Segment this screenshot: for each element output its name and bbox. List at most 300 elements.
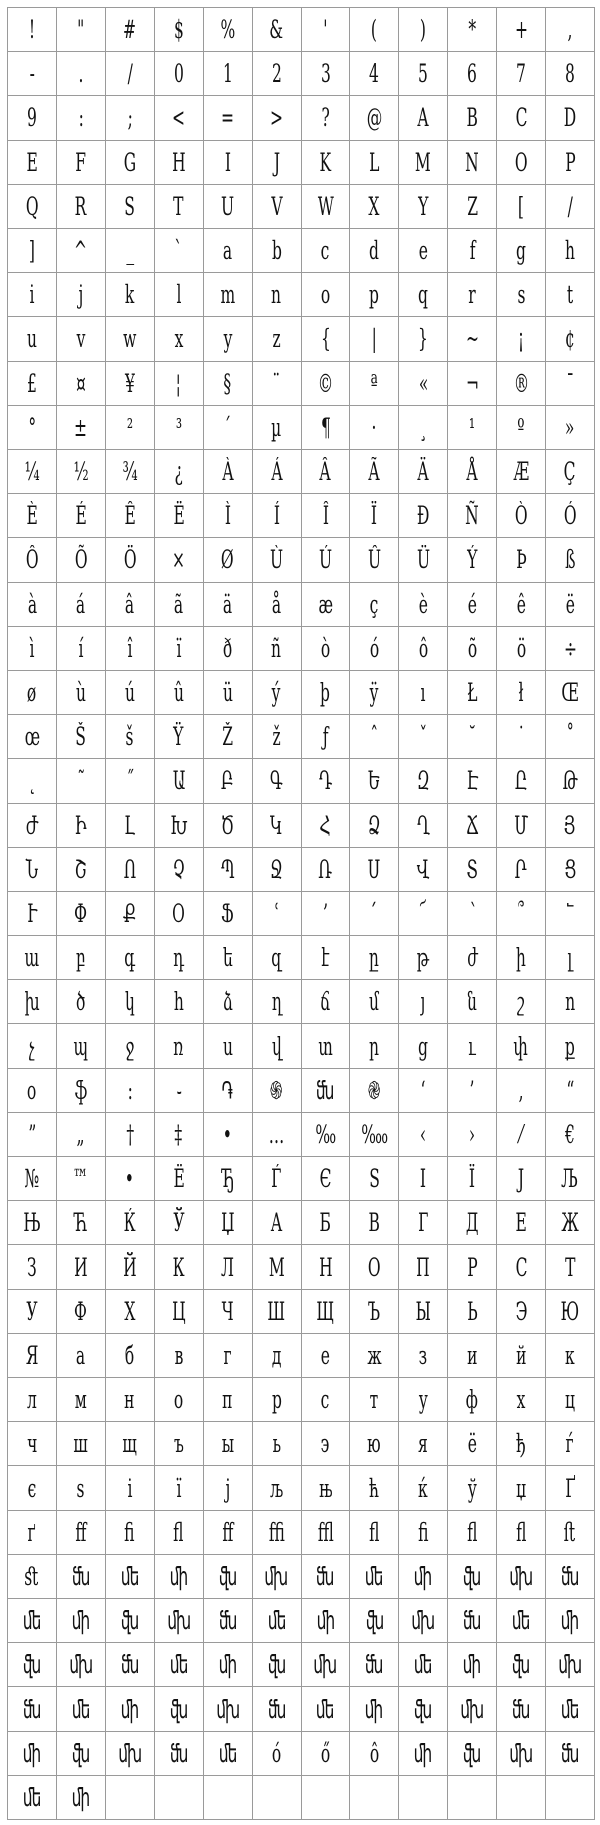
glyph-cell bbox=[350, 1422, 399, 1466]
glyph: ﬕ bbox=[71, 1606, 91, 1636]
glyph-cell bbox=[497, 1732, 546, 1776]
glyph: Ј bbox=[517, 1164, 525, 1194]
glyph-cell bbox=[350, 583, 399, 627]
glyph: ﬕ bbox=[22, 1738, 42, 1768]
glyph-cell bbox=[8, 538, 57, 582]
glyph: Ш bbox=[267, 1296, 286, 1326]
glyph: І bbox=[420, 1164, 427, 1194]
glyph: ¦ bbox=[176, 368, 182, 398]
glyph: ﬗ bbox=[166, 1606, 191, 1636]
glyph: Ÿ bbox=[173, 722, 184, 752]
glyph: j bbox=[78, 280, 84, 310]
glyph: Á bbox=[270, 457, 283, 487]
glyph: ó bbox=[271, 1738, 282, 1768]
glyph-cell bbox=[448, 450, 497, 494]
glyph: ﬖ bbox=[71, 1738, 91, 1768]
glyph-cell bbox=[399, 1157, 448, 1201]
glyph-cell bbox=[448, 583, 497, 627]
glyph: ﬅ bbox=[564, 1517, 577, 1547]
glyph-cell bbox=[106, 671, 155, 715]
glyph-cell bbox=[302, 1776, 351, 1820]
glyph: ù bbox=[75, 678, 86, 708]
glyph: р bbox=[271, 1385, 282, 1415]
glyph-cell bbox=[8, 1378, 57, 1422]
glyph-cell bbox=[253, 715, 302, 759]
glyph: ﬂ bbox=[515, 1517, 527, 1547]
glyph: ֏ bbox=[221, 1075, 234, 1105]
glyph-cell bbox=[155, 317, 204, 361]
glyph: О bbox=[368, 1252, 381, 1282]
glyph: վ bbox=[271, 1031, 282, 1061]
glyph-cell bbox=[8, 1113, 57, 1157]
glyph-cell bbox=[497, 1334, 546, 1378]
glyph: ﬖ bbox=[511, 1650, 531, 1680]
glyph-cell bbox=[302, 848, 351, 892]
glyph-cell bbox=[204, 1466, 253, 1510]
glyph: Հ bbox=[319, 810, 332, 840]
glyph-cell bbox=[204, 494, 253, 538]
glyph-cell bbox=[448, 52, 497, 96]
glyph: ` bbox=[174, 236, 183, 266]
glyph-cell bbox=[8, 1290, 57, 1334]
glyph-cell bbox=[106, 892, 155, 936]
glyph: º bbox=[517, 412, 525, 442]
glyph: Й bbox=[123, 1252, 137, 1282]
glyph: շ bbox=[517, 987, 525, 1017]
glyph-cell bbox=[155, 450, 204, 494]
glyph-cell bbox=[399, 1599, 448, 1643]
glyph: Ю bbox=[560, 1296, 580, 1326]
glyph: Մ bbox=[514, 810, 529, 840]
glyph: ž bbox=[272, 722, 281, 752]
glyph-cell bbox=[350, 1378, 399, 1422]
glyph: Ր bbox=[515, 854, 528, 884]
glyph: q bbox=[418, 280, 429, 310]
glyph-cell bbox=[302, 1687, 351, 1731]
glyph-cell bbox=[448, 1555, 497, 1599]
glyph-cell bbox=[302, 1290, 351, 1334]
glyph: } bbox=[418, 324, 429, 354]
glyph-cell bbox=[57, 1245, 106, 1289]
glyph-cell bbox=[399, 1643, 448, 1687]
glyph-cell bbox=[448, 494, 497, 538]
glyph: я bbox=[418, 1429, 429, 1459]
glyph-cell bbox=[155, 848, 204, 892]
glyph-cell bbox=[448, 1378, 497, 1422]
glyph: i bbox=[29, 280, 35, 310]
glyph: ժ bbox=[467, 943, 478, 973]
glyph-cell bbox=[155, 1643, 204, 1687]
glyph-cell bbox=[497, 96, 546, 140]
glyph-cell bbox=[399, 494, 448, 538]
glyph-cell bbox=[350, 671, 399, 715]
glyph: Բ bbox=[221, 766, 234, 796]
glyph: î bbox=[127, 633, 133, 663]
glyph-cell bbox=[448, 8, 497, 52]
glyph: ˙ bbox=[517, 722, 525, 752]
glyph: ä bbox=[222, 589, 233, 619]
glyph-cell bbox=[204, 1643, 253, 1687]
glyph-cell bbox=[350, 804, 399, 848]
glyph: ﬓ bbox=[22, 1694, 42, 1724]
glyph: о bbox=[174, 1385, 184, 1415]
glyph-cell bbox=[204, 141, 253, 185]
glyph-cell bbox=[448, 804, 497, 848]
glyph-cell bbox=[155, 671, 204, 715]
glyph: ô bbox=[369, 1738, 380, 1768]
glyph: é bbox=[467, 589, 477, 619]
glyph-cell bbox=[497, 1378, 546, 1422]
glyph: Ó bbox=[563, 501, 577, 531]
glyph: դ bbox=[173, 943, 185, 973]
glyph: ﬓ bbox=[511, 1694, 531, 1724]
glyph: ﬖ bbox=[463, 1738, 482, 1768]
glyph: G bbox=[123, 147, 136, 177]
glyph-cell bbox=[57, 1069, 106, 1113]
glyph: ? bbox=[321, 103, 330, 133]
glyph: д bbox=[271, 1340, 282, 1370]
glyph-cell bbox=[546, 406, 595, 450]
glyph: ó bbox=[369, 633, 380, 663]
glyph-cell bbox=[8, 936, 57, 980]
glyph: ։ bbox=[127, 1075, 133, 1105]
glyph: Ւ bbox=[27, 898, 37, 928]
glyph-cell bbox=[253, 848, 302, 892]
glyph: & bbox=[269, 15, 284, 45]
glyph: ֎ bbox=[368, 1075, 381, 1105]
glyph: Л bbox=[221, 1252, 235, 1282]
glyph: ў bbox=[467, 1473, 477, 1503]
glyph: á bbox=[76, 589, 86, 619]
glyph-cell bbox=[204, 1201, 253, 1245]
glyph: Ե bbox=[368, 766, 381, 796]
glyph: ﬔ bbox=[218, 1738, 237, 1768]
glyph: ˛ bbox=[28, 766, 36, 796]
glyph: з bbox=[419, 1340, 428, 1370]
glyph-cell bbox=[448, 185, 497, 229]
glyph-cell bbox=[302, 1245, 351, 1289]
glyph-cell bbox=[106, 627, 155, 671]
glyph-cell bbox=[155, 362, 204, 406]
glyph: / bbox=[127, 59, 133, 89]
glyph-cell bbox=[57, 980, 106, 1024]
glyph: պ bbox=[73, 1031, 89, 1061]
glyph: ú bbox=[124, 678, 135, 708]
glyph-cell bbox=[399, 1290, 448, 1334]
glyph: F bbox=[75, 147, 87, 177]
glyph-cell bbox=[302, 406, 351, 450]
glyph-cell bbox=[350, 450, 399, 494]
glyph: “ bbox=[566, 1075, 574, 1105]
glyph: D bbox=[563, 103, 577, 133]
glyph: + bbox=[514, 15, 528, 45]
glyph: Ü bbox=[416, 545, 430, 575]
glyph: ¢ bbox=[565, 324, 575, 354]
glyph: ќ bbox=[418, 1473, 429, 1503]
glyph: › bbox=[469, 1119, 476, 1149]
glyph-cell bbox=[253, 1157, 302, 1201]
glyph-cell bbox=[350, 1555, 399, 1599]
glyph: æ bbox=[318, 589, 333, 619]
glyph: ﬂ bbox=[173, 1517, 184, 1547]
glyph-cell bbox=[57, 229, 106, 273]
glyph: Ы bbox=[415, 1296, 431, 1326]
glyph: ő bbox=[320, 1738, 331, 1768]
glyph: ﬓ bbox=[560, 1561, 580, 1591]
glyph: հ bbox=[173, 987, 184, 1017]
glyph: խ bbox=[24, 987, 40, 1017]
glyph: ﬕ bbox=[414, 1561, 433, 1591]
glyph-cell bbox=[253, 583, 302, 627]
glyph-cell bbox=[8, 980, 57, 1024]
glyph-cell bbox=[399, 1776, 448, 1820]
glyph: … bbox=[268, 1119, 285, 1149]
glyph: P bbox=[564, 147, 576, 177]
glyph-cell bbox=[106, 1334, 155, 1378]
glyph-cell bbox=[350, 96, 399, 140]
glyph: տ bbox=[318, 1031, 333, 1061]
glyph-cell bbox=[350, 1511, 399, 1555]
glyph: բ bbox=[76, 943, 86, 973]
glyph: к bbox=[565, 1340, 575, 1370]
glyph-cell bbox=[204, 1024, 253, 1068]
glyph-cell bbox=[204, 8, 253, 52]
glyph: • bbox=[223, 1119, 233, 1149]
glyph: т bbox=[370, 1385, 379, 1415]
glyph-cell bbox=[253, 759, 302, 803]
glyph: ﬔ bbox=[413, 1650, 433, 1680]
glyph: f bbox=[469, 236, 476, 266]
glyph-cell bbox=[497, 1245, 546, 1289]
glyph: Օ bbox=[172, 898, 186, 928]
glyph: ՜ bbox=[420, 898, 427, 928]
glyph-cell bbox=[448, 317, 497, 361]
glyph: Ծ bbox=[221, 810, 235, 840]
glyph-cell bbox=[253, 1511, 302, 1555]
glyph-cell bbox=[350, 892, 399, 936]
glyph: џ bbox=[516, 1473, 527, 1503]
glyph-cell bbox=[399, 1069, 448, 1113]
glyph-cell bbox=[497, 848, 546, 892]
glyph-cell bbox=[399, 892, 448, 936]
glyph: Ѓ bbox=[271, 1164, 282, 1194]
glyph: V bbox=[270, 191, 283, 221]
glyph: ք bbox=[565, 1031, 575, 1061]
glyph: З bbox=[27, 1252, 37, 1282]
glyph: y bbox=[223, 324, 232, 354]
glyph-cell bbox=[57, 406, 106, 450]
glyph: В bbox=[368, 1208, 381, 1238]
glyph-cell bbox=[546, 583, 595, 627]
glyph-cell bbox=[8, 583, 57, 627]
glyph-cell bbox=[204, 1687, 253, 1731]
glyph-cell bbox=[448, 1511, 497, 1555]
glyph: í bbox=[78, 633, 84, 663]
glyph: # bbox=[123, 15, 137, 45]
glyph-cell bbox=[253, 273, 302, 317]
glyph-cell bbox=[106, 1776, 155, 1820]
glyph-cell bbox=[106, 450, 155, 494]
glyph-cell bbox=[302, 715, 351, 759]
glyph-cell bbox=[155, 273, 204, 317]
glyph: ﬕ bbox=[120, 1694, 140, 1724]
glyph: э bbox=[321, 1429, 330, 1459]
glyph: I bbox=[224, 147, 231, 177]
glyph: Ã bbox=[368, 457, 380, 487]
glyph: ж bbox=[367, 1340, 382, 1370]
glyph: x bbox=[174, 324, 184, 354]
glyph-cell bbox=[204, 406, 253, 450]
glyph-cell bbox=[497, 1511, 546, 1555]
glyph: { bbox=[320, 324, 331, 354]
glyph: ¯ bbox=[566, 368, 574, 398]
glyph-cell bbox=[106, 1511, 155, 1555]
glyph: չ bbox=[29, 1031, 35, 1061]
glyph-cell bbox=[155, 1511, 204, 1555]
glyph-cell bbox=[155, 804, 204, 848]
glyph: Ê bbox=[124, 501, 136, 531]
glyph-cell bbox=[302, 1113, 351, 1157]
glyph-cell bbox=[8, 1201, 57, 1245]
glyph-cell bbox=[546, 1024, 595, 1068]
glyph-cell bbox=[497, 141, 546, 185]
glyph: " bbox=[77, 15, 85, 45]
glyph-cell bbox=[546, 1643, 595, 1687]
glyph-cell bbox=[106, 1732, 155, 1776]
glyph: ﬕ bbox=[414, 1738, 433, 1768]
glyph-cell bbox=[546, 1555, 595, 1599]
glyph-cell bbox=[497, 1201, 546, 1245]
glyph: ý bbox=[272, 678, 281, 708]
glyph-cell bbox=[155, 715, 204, 759]
glyph-cell bbox=[253, 804, 302, 848]
glyph-cell bbox=[57, 185, 106, 229]
glyph-cell bbox=[302, 141, 351, 185]
glyph: Ú bbox=[318, 545, 332, 575]
glyph: ﬖ bbox=[463, 1561, 482, 1591]
glyph-cell bbox=[106, 1113, 155, 1157]
glyph-cell bbox=[448, 1732, 497, 1776]
glyph: ﬖ bbox=[22, 1650, 42, 1680]
glyph-cell bbox=[57, 450, 106, 494]
glyph-cell bbox=[546, 1732, 595, 1776]
glyph: ﬄ bbox=[317, 1517, 334, 1547]
glyph-cell bbox=[155, 759, 204, 803]
glyph-cell bbox=[546, 538, 595, 582]
glyph: ﬓ bbox=[560, 1738, 580, 1768]
glyph: ' bbox=[323, 15, 328, 45]
glyph: ﬕ bbox=[365, 1694, 384, 1724]
glyph: Գ bbox=[270, 766, 283, 796]
glyph-cell bbox=[8, 848, 57, 892]
glyph: ю bbox=[367, 1429, 382, 1459]
glyph: Ї bbox=[469, 1164, 476, 1194]
glyph-cell bbox=[448, 980, 497, 1024]
glyph: ﬔ bbox=[316, 1694, 335, 1724]
glyph-cell bbox=[350, 229, 399, 273]
glyph: К bbox=[172, 1252, 185, 1282]
glyph-cell bbox=[8, 1024, 57, 1068]
glyph: ﬔ bbox=[22, 1606, 42, 1636]
glyph: ՞ bbox=[518, 898, 525, 928]
glyph-cell bbox=[448, 406, 497, 450]
glyph-cell bbox=[155, 1378, 204, 1422]
glyph: ﬗ bbox=[411, 1606, 436, 1636]
glyph: O bbox=[514, 147, 528, 177]
glyph-cell bbox=[497, 1113, 546, 1157]
glyph-cell bbox=[546, 848, 595, 892]
glyph-cell bbox=[8, 406, 57, 450]
glyph: Н bbox=[318, 1252, 333, 1282]
glyph-cell bbox=[57, 317, 106, 361]
glyph: w bbox=[123, 324, 137, 354]
glyph: Դ bbox=[318, 766, 333, 796]
glyph-cell bbox=[204, 848, 253, 892]
glyph-cell bbox=[399, 1378, 448, 1422]
glyph-cell bbox=[204, 1555, 253, 1599]
glyph-cell bbox=[204, 229, 253, 273]
glyph-cell bbox=[57, 538, 106, 582]
glyph-cell bbox=[106, 1555, 155, 1599]
glyph-cell bbox=[448, 362, 497, 406]
glyph-cell bbox=[350, 936, 399, 980]
glyph: e bbox=[418, 236, 428, 266]
glyph: Ò bbox=[514, 501, 528, 531]
glyph-cell bbox=[546, 52, 595, 96]
glyph-cell bbox=[302, 1732, 351, 1776]
glyph-cell bbox=[8, 317, 57, 361]
glyph: А bbox=[270, 1208, 283, 1238]
glyph: Փ bbox=[74, 898, 88, 928]
glyph: ^ bbox=[74, 236, 88, 266]
glyph-cell bbox=[546, 1422, 595, 1466]
glyph-cell bbox=[57, 362, 106, 406]
glyph-cell bbox=[57, 804, 106, 848]
glyph: S bbox=[124, 191, 136, 221]
glyph-cell bbox=[546, 273, 595, 317]
glyph-cell bbox=[302, 1069, 351, 1113]
glyph-cell bbox=[204, 1599, 253, 1643]
glyph-cell bbox=[106, 538, 155, 582]
glyph-cell bbox=[546, 1157, 595, 1201]
glyph: ‡ bbox=[174, 1119, 183, 1149]
glyph: н bbox=[124, 1385, 135, 1415]
glyph-cell bbox=[497, 450, 546, 494]
glyph: © bbox=[317, 368, 334, 398]
glyph: ¿ bbox=[174, 457, 183, 487]
glyph-cell bbox=[350, 1466, 399, 1510]
glyph-cell bbox=[302, 362, 351, 406]
glyph-cell bbox=[8, 1157, 57, 1201]
glyph: ÷ bbox=[563, 633, 577, 663]
glyph: u bbox=[26, 324, 37, 354]
glyph-cell bbox=[350, 715, 399, 759]
glyph: ï bbox=[176, 633, 182, 663]
glyph: փ bbox=[513, 1031, 529, 1061]
glyph-cell bbox=[253, 1687, 302, 1731]
glyph-cell bbox=[546, 185, 595, 229]
glyph-cell bbox=[57, 892, 106, 936]
glyph-cell bbox=[253, 1201, 302, 1245]
glyph-cell bbox=[448, 1334, 497, 1378]
glyph: ¥ bbox=[124, 368, 135, 398]
glyph-cell bbox=[302, 627, 351, 671]
glyph: ~ bbox=[465, 324, 479, 354]
glyph-cell bbox=[546, 494, 595, 538]
glyph: ﬁ bbox=[418, 1517, 429, 1547]
glyph: и bbox=[467, 1340, 478, 1370]
glyph: Ќ bbox=[123, 1208, 136, 1238]
